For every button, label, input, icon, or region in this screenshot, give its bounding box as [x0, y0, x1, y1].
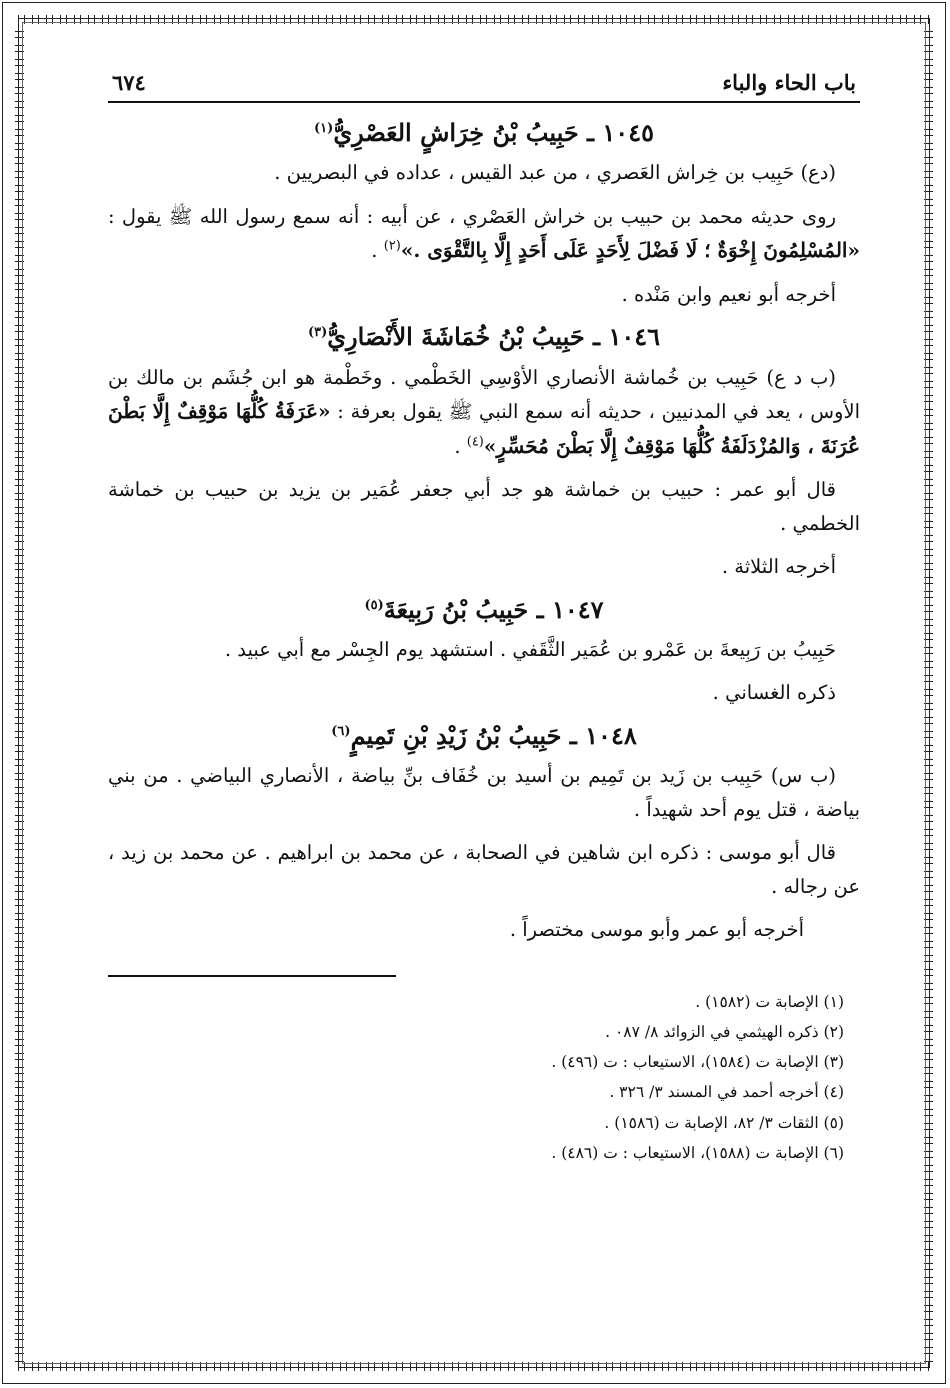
footnote: (٢) ذكره الهيثمي في الزوائد ٨/ ٠٨٧ . — [605, 1023, 844, 1041]
footnote-ref: (٤) — [466, 434, 484, 450]
book-page — [108, 70, 860, 1168]
footnote-separator — [108, 975, 396, 977]
entry-paragraph: روى حديثه محمد بن حبيب بن خراش العَصْري ، عن أبيه : أنه سمع رسول الله ﷺ يقول : «المُسْلِمُونَ إِخْوَةٌ ؛ لَا فَضْلَ لِأَحَدٍ عَلَى أَحَدٍ إِلَّا بِالتَّقْوَى .»$^{(٢)}$ . — [108, 204, 860, 263]
footnotes — [108, 987, 860, 1168]
footnote: (٥) الثقات ٣/ ٨٢، الإصابة ت (١٥٨٦) . — [604, 1113, 844, 1132]
footnote: (٦) الإصابة ت (١٥٨٨)، الاستيعاب : ت (٤٨٦) . — [551, 1143, 844, 1162]
entry-title: ١٠٤٥ ـ حَبِيبُ بْنُ خِرَاشٍ العَصْرِيُّ$^{(١)}$ — [314, 118, 654, 147]
entry-1045 — [108, 117, 860, 311]
footnote-ref: (٣) — [307, 325, 328, 341]
footnote-ref: (٦) — [331, 723, 351, 739]
entry-1047 — [108, 594, 860, 710]
entry-paragraph: أخرجه أبو عمر وأبو موسى مختصراً . — [509, 918, 804, 942]
hadith-quote: «عَرَفَةُ كُلُّهَا مَوْقِفٌ إِلَّا بَطْنَ عُرَنَةَ ، وَالمُزْدَلَفَةُ كُلُّهَا مَوْقِفٌ إِلَّا بَطْنَ مُحَسِّرٍ» — [108, 399, 860, 458]
page-number: ٦٧٤ — [112, 70, 146, 95]
footnote-ref: (١) — [314, 121, 334, 136]
entry-paragraph: (دع) حَبِيب بن خِراش العَصري ، من عبد القيس ، عداده في البصريين . — [274, 161, 836, 185]
entry-1046 — [108, 321, 860, 583]
footnote-ref: (٥) — [364, 597, 384, 613]
footnote: (٤) أخرجه أحمد في المسند ٣/ ٣٢٦ . — [609, 1083, 844, 1102]
entry-title: ١٠٤٧ ـ حَبِيبُ بْنُ رَبِيعَةَ$^{(٥)}$ — [364, 594, 604, 624]
entry-paragraph: أخرجه الثلاثة . — [721, 555, 836, 579]
entry-paragraph: حَبِيبُ بن رَبِيعةَ بن عَمْرو بن عُمَير الثَّقَفي . استشهد يوم الجِسْر مع أبي عبيد . — [224, 637, 836, 661]
entry-paragraph: (ب د ع) حَبِيب بن خُماشة الأنصاري الأوْسِي الخَطْمي . وخَطْمة هو ابن جُشَم بن مالك بن الأوس ، يعد في المدنيين ، حديثه أنه سمع النبي ﷺ يقول بعرفة : «عَرَفَةُ كُلُّهَا مَوْقِفٌ إِلَّا بَطْنَ عُرَنَةَ ، وَالمُزْدَلَفَةُ كُلُّهَا مَوْقِفٌ إِلَّا بَطْنَ مُحَسِّرٍ»$^{(٤)}$ . — [108, 365, 860, 458]
entry-paragraph: قال أبو موسى : ذكره ابن شاهين في الصحابة ، عن محمد بن ابراهيم . عن محمد بن زيد ، عن رجاله . — [108, 841, 860, 898]
section-title: باب الحاء والباء — [722, 70, 856, 95]
entry-paragraph: أخرجه أبو نعيم وابن مَنْده . — [621, 282, 836, 306]
entry-paragraph: (ب س) حَبِيب بن زَيد بن تَمِيم بن أسيد بن خُفَاف بنِّ بياضة ، الأنصاري البياضي . من بني بياضة ، قتل يوم أحد شهيداً . — [108, 764, 860, 821]
running-header — [108, 70, 860, 103]
entry-paragraph: قال أبو عمر : حبيب بن خماشة هو جد أبي جعفر عُمَير بن يزيد بن حبيب بن خماشة الخطمي . — [108, 478, 860, 535]
footnote-ref: (٢) — [383, 238, 401, 254]
entry-title: ١٠٤٦ ـ حَبِيبُ بْنُ خُمَاشَةَ الأَنْصَارِيُّ$^{(٣)}$ — [307, 322, 661, 352]
entry-title: ١٠٤٨ ـ حَبِيبُ بْنُ زَيْدِ بْنِ تَمِيمٍ$^{(٦)}$ — [331, 720, 637, 750]
footnote: (٣) الإصابة ت (١٥٨٤)، الاستيعاب : ت (٤٩٦) . — [551, 1053, 844, 1072]
entry-1048 — [108, 720, 860, 947]
hadith-quote: «المُسْلِمُونَ إِخْوَةٌ ؛ لَا فَضْلَ لِأَحَدٍ عَلَى أَحَدٍ إِلَّا بِالتَّقْوَى .» — [400, 238, 860, 263]
footnote: (١) الإصابة ت (١٥٨٢) . — [695, 992, 844, 1011]
entry-paragraph: ذكره الغساني . — [712, 681, 836, 705]
